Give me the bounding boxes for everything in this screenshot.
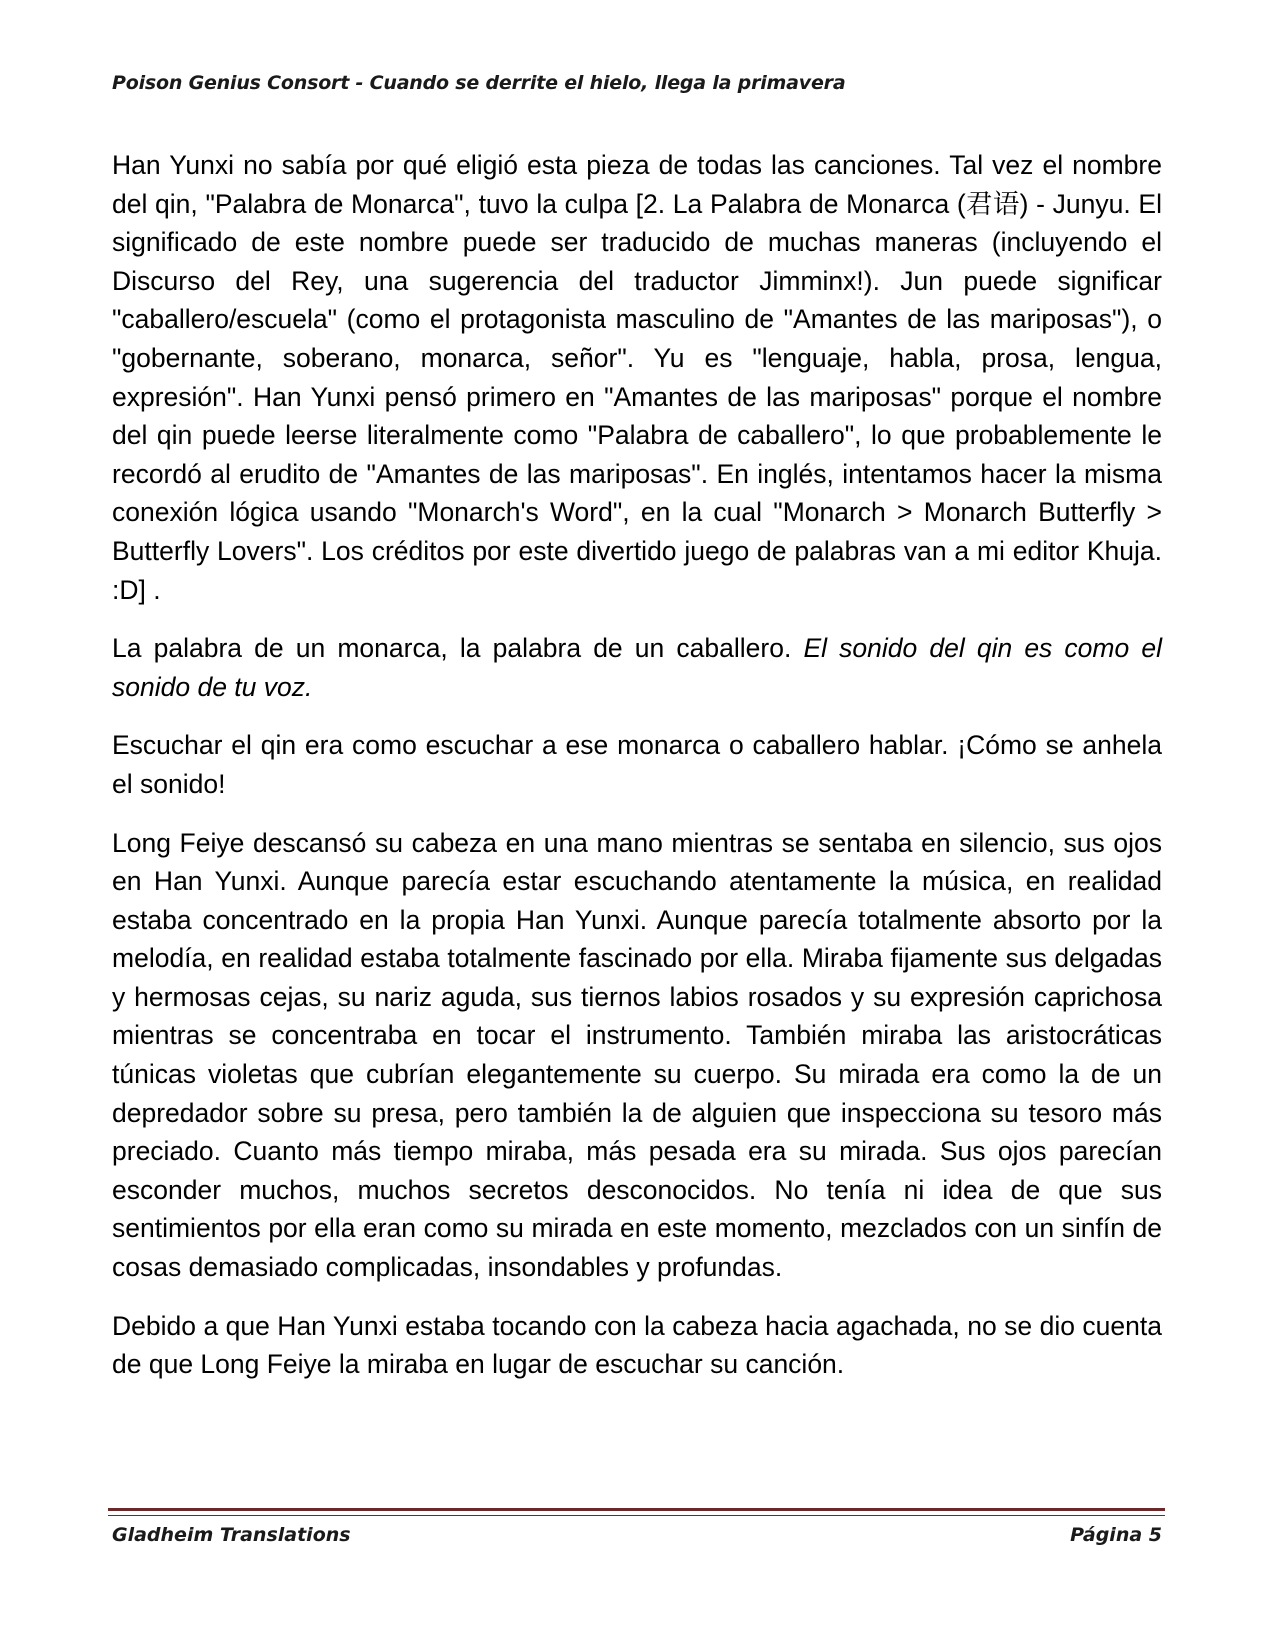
document-body xyxy=(112,146,1162,1404)
footer-rule xyxy=(108,1508,1165,1516)
paragraph-4: Long Feiye descansó su cabeza en una mano mientras se sentaba en silencio, sus ojos en Han Yunxi. Aunque parecía estar escuchando atentamente la música, en realidad estaba concentrado en la propia Han Yunxi. Aunque parecía totalmente absorto por la melodía, en realidad estaba totalmente fascinado por ella. Miraba fijamente sus delgadas y hermosas cejas, su nariz aguda, sus tiernos labios rosados y su expresión caprichosa mientras se concentraba en tocar el instrumento. También miraba las aristocráticas túnicas violetas que cubrían elegantemente su cuerpo. Su mirada era como la de un depredador sobre su presa, pero también la de alguien que inspecciona su tesoro más preciado. Cuanto más tiempo miraba, más pesada era su mirada. Sus ojos parecían esconder muchos, muchos secretos desconocidos. No tenía ni idea de que sus sentimientos por ella eran como su mirada en este momento, mezclados con un sinfín de cosas demasiado complicadas, insondables y profundas. xyxy=(112,827,1162,1283)
paragraph-1: Han Yunxi no sabía por qué eligió esta pieza de todas las canciones. Tal vez el nombre del qin, "Palabra de Monarca", tuvo la culpa [2. La Palabra de Monarca (君语) - Junyu. El significado de este nombre puede ser traducido de muchas maneras (incluyendo el Discurso del Rey, una sugerencia del traductor Jimminx!). Jun puede significar "caballero/escuela" (como el protagonista masculino de "Amantes de las mariposas"), o "gobernante, soberano, monarca, señor". Yu es "lenguaje, habla, prosa, lengua, expresión". Han Yunxi pensó primero en "Amantes de las mariposas" porque el nombre del qin puede leerse literalmente como "Palabra de caballero", lo que probablemente le recordó al erudito de "Amantes de las mariposas". En inglés, intentamos hacer la misma conexión lógica usando "Monarch's Word", en la cual "Monarch > Monarch Butterfly > Butterfly Lovers". Los créditos por este divertido juego de palabras van a mi editor Khuja. :D] . xyxy=(112,150,1162,605)
footer-publisher: Gladheim Translations xyxy=(112,1524,351,1546)
paragraph-2-italic-text: El sonido del qin es como el sonido de tu voz. xyxy=(112,633,1162,702)
page-footer xyxy=(112,1524,1162,1546)
page-number: Página 5 xyxy=(1070,1524,1162,1546)
paragraph-5: Debido a que Han Yunxi estaba tocando con la cabeza hacia agachada, no se dio cuenta de que Long Feiye la miraba en lugar de escuchar su canción. xyxy=(112,1310,1162,1380)
paragraph-3: Escuchar el qin era como escuchar a ese monarca o caballero hablar. ¡Cómo se anhela el sonido! xyxy=(112,730,1162,799)
paragraph-2-text: La palabra de un monarca, la palabra de un caballero. xyxy=(112,633,804,664)
paragraph-2 xyxy=(112,629,1162,706)
page-header: Poison Genius Consort - Cuando se derrite el hielo, llega la primavera xyxy=(112,72,846,94)
